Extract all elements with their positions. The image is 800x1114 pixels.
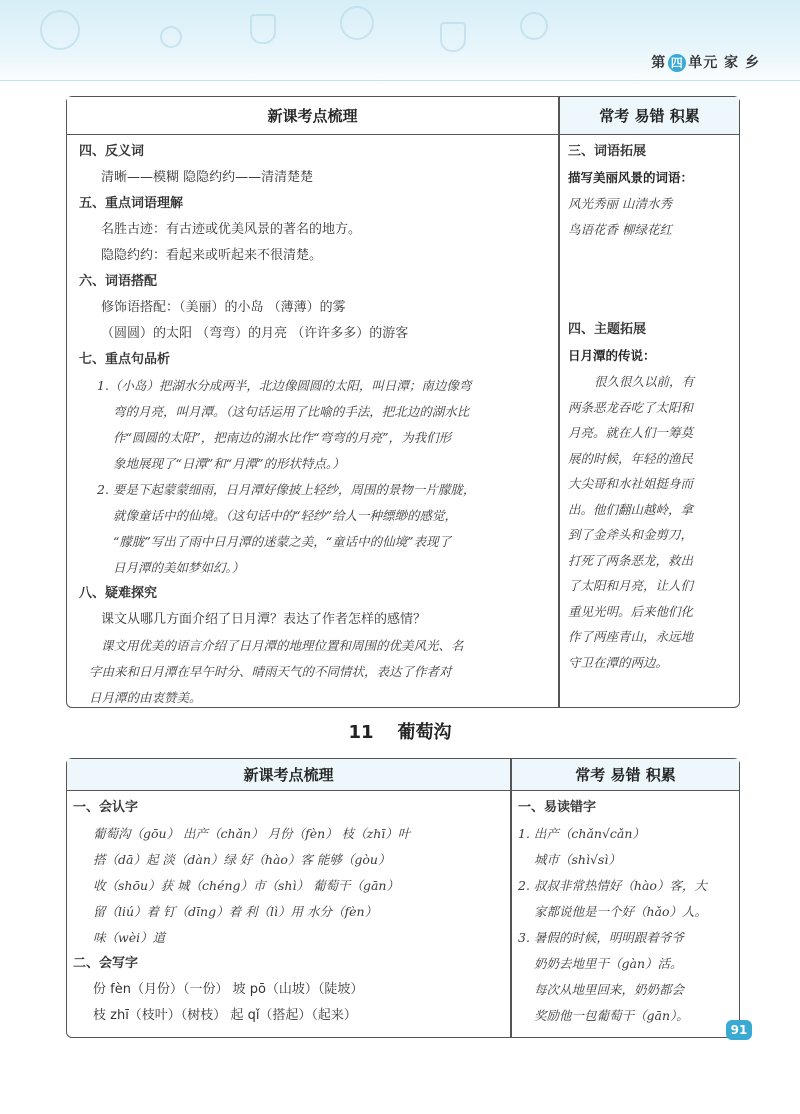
header-band — [0, 0, 800, 88]
legend-story — [568, 369, 733, 675]
sentence-1-d: 象地展现了“日潭”和“月潭”的形状特点。） — [113, 456, 345, 471]
misread-3d: 奖励他一包葡萄干（gān）。 — [534, 1008, 689, 1023]
recognize-row-2: 搭（dā）起 淡（dàn）绿 好（hào）客 能够（gòu） — [93, 852, 391, 867]
inquiry-question: 课文从哪几方面介绍了日月潭？表达了作者怎样的感情？ — [101, 612, 427, 627]
word-extension-subtitle: 描写美丽风景的词语： — [568, 170, 694, 185]
top-table — [66, 96, 740, 708]
antonyms-line: 清晰——模糊 隐隐约约——清清楚楚 — [101, 170, 314, 185]
misread-2b: 家都说他是一个好（hǎo）人。 — [534, 904, 708, 919]
misread-3c: 每次从地里回来，奶奶都会 — [534, 982, 685, 997]
word-extension-line-2: 鸟语花香 柳绿花红 — [568, 222, 672, 237]
story-line: 两条恶龙吞吃了太阳和 — [568, 399, 694, 415]
story-line: 守卫在潭的两边。 — [568, 654, 669, 670]
story-line: 作了两座青山，永远地 — [568, 629, 694, 644]
collocation-2: （圆圆）的太阳 （弯弯）的月亮 （许许多多）的游客 — [101, 326, 409, 341]
section-recognize-characters: 一、会认字 — [73, 800, 139, 815]
misread-1a: 1. 出产（chǎn√cǎn） — [518, 826, 645, 841]
sentence-1-b: 弯的月亮，叫月潭。（这句话运用了比喻的手法，把北边的湖水比 — [113, 404, 470, 419]
misread-3a: 3. 暑假的时候，明明跟着爷爷 — [518, 930, 684, 945]
section-write-characters: 二、会写字 — [73, 956, 139, 971]
bottom-right-title: 常考 易错 积累 — [512, 759, 739, 791]
section-sentences: 七、重点句品析 — [79, 352, 171, 367]
recognize-row-1: 葡萄沟（gōu） 出产（chǎn） 月份（fèn） 枝（zhī）叶 — [93, 826, 411, 841]
collocation-1: 修饰语搭配：（美丽）的小岛 （薄薄）的雾 — [101, 300, 346, 315]
recognize-row-4: 留（liú）着 钉（dīng）着 利（lì）用 水分（fèn） — [93, 904, 378, 919]
chapter-number: 11 — [348, 722, 374, 743]
bottom-right-column — [512, 759, 739, 1037]
misread-1b: 城市（shì√sì） — [534, 852, 621, 867]
write-row-1: 份 fèn（月份）（一份） 坡 pō（山坡）（陡坡） — [93, 982, 364, 997]
unit-label: 第 四 单元 家 乡 — [651, 55, 760, 71]
section-inquiry: 八、疑难探究 — [79, 586, 158, 601]
story-line: 到了金斧头和金剪刀， — [568, 527, 694, 542]
inquiry-answer-1: 课文用优美的语言介绍了日月潭的地理位置和周围的优美风光、名 — [101, 638, 464, 653]
bubble-decoration — [520, 12, 548, 40]
inquiry-answer-3: 日月潭的由衷赞美。 — [89, 690, 202, 705]
top-left-column — [67, 97, 558, 707]
story-line: 了太阳和月亮，让人们 — [568, 578, 694, 593]
sentence-2-d: 日月潭的美如梦如幻。） — [113, 560, 245, 575]
key-word-1: 名胜古迹：有古迹或优美风景的著名的地方。 — [101, 222, 362, 237]
section-theme-extension: 四、主题拓展 — [568, 322, 647, 337]
bottom-table — [66, 758, 740, 1038]
write-row-2: 枝 zhī（枝叶）（树枝） 起 qǐ（搭起）（起来） — [93, 1008, 357, 1023]
section-key-words: 五、重点词语理解 — [79, 196, 184, 211]
bottom-left-column — [67, 759, 510, 1037]
inquiry-answer-2: 字由来和日月潭在早午时分、晴雨天气的不同情状，表达了作者对 — [89, 664, 452, 679]
misread-2a: 2. 叔叔非常热情好（hào）客，大 — [518, 878, 707, 893]
flask-decoration — [250, 14, 276, 44]
section-antonyms: 四、反义词 — [79, 144, 145, 159]
story-line: 月亮。就在人们一筹莫 — [568, 425, 694, 440]
story-line: 重见光明。后来他们化 — [568, 603, 694, 619]
top-right-column — [560, 97, 739, 707]
sentence-1-c: 作“圆圆的太阳”，把南边的湖水比作“弯弯的月亮”，为我们形 — [113, 430, 452, 445]
story-line: 很久很久以前，有 — [594, 374, 695, 389]
story-line: 打死了两条恶龙，救出 — [568, 552, 694, 568]
sentence-2-b: 就像童话中的仙境。（这句话中的“轻纱”给人一种缥缈的感觉， — [113, 508, 458, 523]
sentence-2-c: “朦胧”写出了雨中日月潭的迷蒙之美，“童话中的仙境”表现了 — [113, 534, 452, 549]
top-left-title: 新课考点梳理 — [67, 97, 558, 135]
key-word-2: 隐隐约约：看起来或听起来不很清楚。 — [101, 248, 323, 263]
recognize-row-3: 收（shōu）获 城（chéng）市（shì） 葡萄干（gān） — [93, 878, 399, 893]
story-line: 出。他们翻山越岭，拿 — [568, 501, 694, 517]
sentence-2-a: 2. 要是下起蒙蒙细雨，日月潭好像披上轻纱，周围的景物一片朦胧， — [97, 482, 476, 497]
section-word-extension: 三、词语拓展 — [568, 144, 647, 159]
misread-3b: 奶奶去地里干（gàn）活。 — [534, 956, 683, 971]
page-number: 91 — [726, 1020, 752, 1040]
recognize-row-5: 味（wèi）道 — [93, 930, 166, 945]
chapter-name: 葡萄沟 — [397, 722, 452, 743]
bubble-decoration — [40, 10, 80, 50]
story-line: 展的时候，年轻的渔民 — [568, 450, 694, 466]
top-right-title: 常考 易错 积累 — [560, 97, 739, 135]
section-easily-misread: 一、易读错字 — [518, 800, 597, 815]
header-divider — [0, 80, 800, 81]
theme-extension-subtitle: 日月潭的传说： — [568, 348, 656, 363]
story-line: 大尖哥和水社姐挺身而 — [568, 476, 694, 491]
bubble-decoration — [160, 26, 182, 48]
sentence-1-a: 1.（小岛）把湖水分成两半，北边像圆圆的太阳，叫日潭；南边像弯 — [97, 378, 472, 393]
flask-decoration — [440, 22, 466, 52]
section-collocations: 六、词语搭配 — [79, 274, 158, 289]
word-extension-line-1: 风光秀丽 山清水秀 — [568, 196, 672, 211]
chapter-title — [0, 718, 800, 744]
bottom-left-title: 新课考点梳理 — [67, 759, 510, 791]
bubble-decoration — [340, 6, 374, 40]
